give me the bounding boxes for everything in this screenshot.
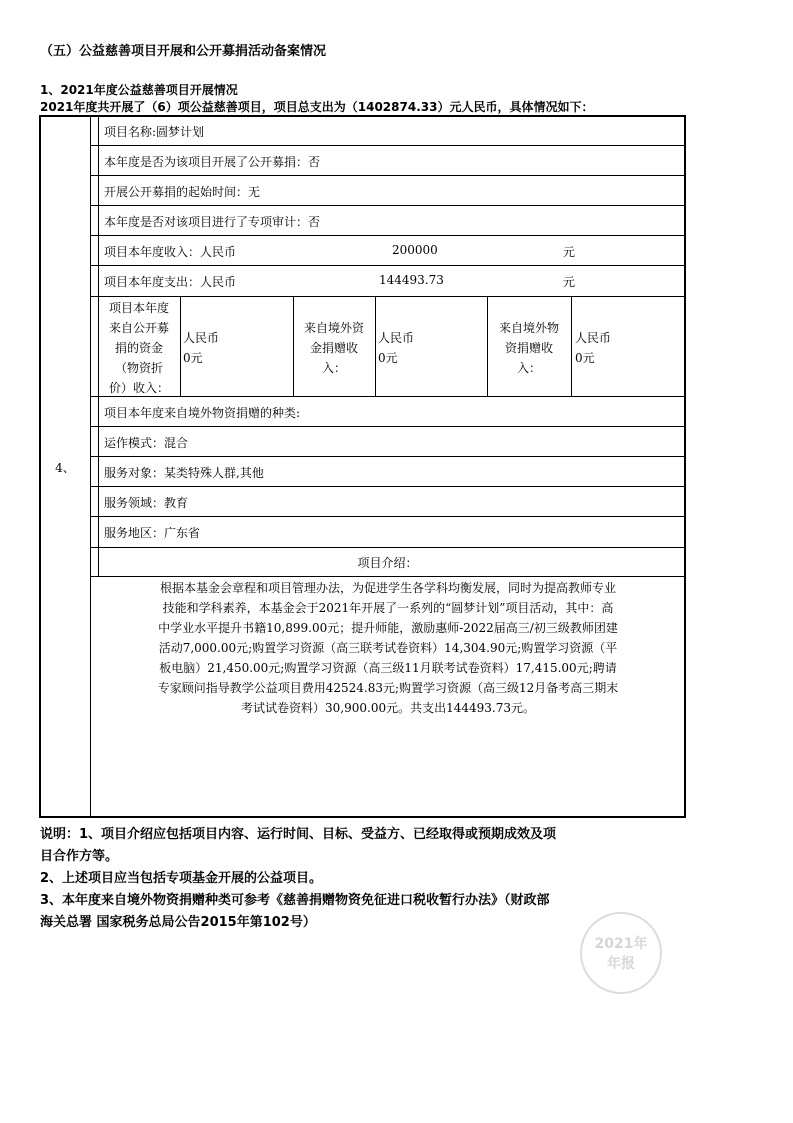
project-intro-text: 根据本基金会章程和项目管理办法，为促进学生各学科均衡发展，同时为提高教师专业 技能和学科素养，本基金会于2021年开展了一系列的“圆梦计划”项目活动，其中：高 中学业水平提升书籍10,899.00元；提升师能，激励惠师-2022届高三/初三级教师团建 活动7,000.00元;购置学习资源（高三联考试卷资料）14,304.90元;购置学习资源（平 板电脑）21,450.00元;购置学习资源（高三级11月联考试卷资料）17,415.00元;聘请 专家顾问指导教学公益项目费用42524.83元;购置学习资源（高三级12月备考高三期末 考试试卷资料）30,900.00元。共支出144493.73元。 [157,581,619,715]
overseas-goods-label: 来自境外物 资捐赠收 入： [498,321,559,375]
overseas-goods-types: 项目本年度来自境外物资捐赠的种类: [104,406,301,420]
subsection-title: 1、2021年度公益慈善项目开展情况 [40,83,238,97]
overseas-fund-label: 来自境外资 金捐赠收 入： [303,321,364,375]
summary-line: 2021年度共开展了（6）项公益慈善项目，项目总支出为（1402874.33）元人民币，具体情况如下： [40,100,594,114]
expense-value: 144493.73 [379,273,444,287]
public-income-value: 人民币 0元 [183,331,220,365]
project-name: 项目名称:圆梦计划 [104,125,205,139]
intro-header: 项目介绍： [357,556,418,570]
income-label: 项目本年度收入：人民币 [104,245,237,259]
special-audit-flag: 本年度是否对该项目进行了专项审计：否 [104,215,321,229]
note-line: 目合作方等。 [40,849,119,864]
overseas-goods-value: 人民币 0元 [575,331,612,365]
expense-label: 项目本年度支出：人民币 [104,275,237,289]
service-region: 服务地区：广东省 [104,526,201,540]
income-value: 200000 [392,243,438,257]
service-target: 服务对象：某类特殊人群,其他 [104,466,264,480]
public-fundraising-flag: 本年度是否为该项目开展了公开募捐：否 [104,155,321,169]
overseas-fund-value: 人民币 0元 [378,331,415,365]
note-line: 2、上述项目应当包括专项基金开展的公益项目。 [40,871,323,886]
service-field: 服务领域：教育 [104,496,189,510]
note-line: 3、本年度来自境外物资捐赠种类可参考《慈善捐赠物资免征进口税收暂行办法》（财政部 [40,893,550,908]
operation-mode: 运作模式：混合 [104,436,189,450]
expense-unit: 元 [563,275,576,289]
section-title: （五）公益慈善项目开展和公开募捐活动备案情况 [40,44,327,59]
note-line: 海关总署 国家税务总局公告2015年第102号） [40,915,316,930]
public-income-label: 项目本年度 来自公开募 捐的资金 （物资折 价）收入： [108,301,169,395]
income-unit: 元 [563,245,576,259]
project-sequence: 4、 [55,461,75,475]
fundraising-start-time: 开展公开募捐的起始时间：无 [104,185,261,199]
note-line: 说明：1、项目介绍应包括项目内容、运行时间、目标、受益方、已经取得或预期成效及项 [40,827,557,842]
annual-report-stamp: 2021年 年报 [580,912,662,994]
